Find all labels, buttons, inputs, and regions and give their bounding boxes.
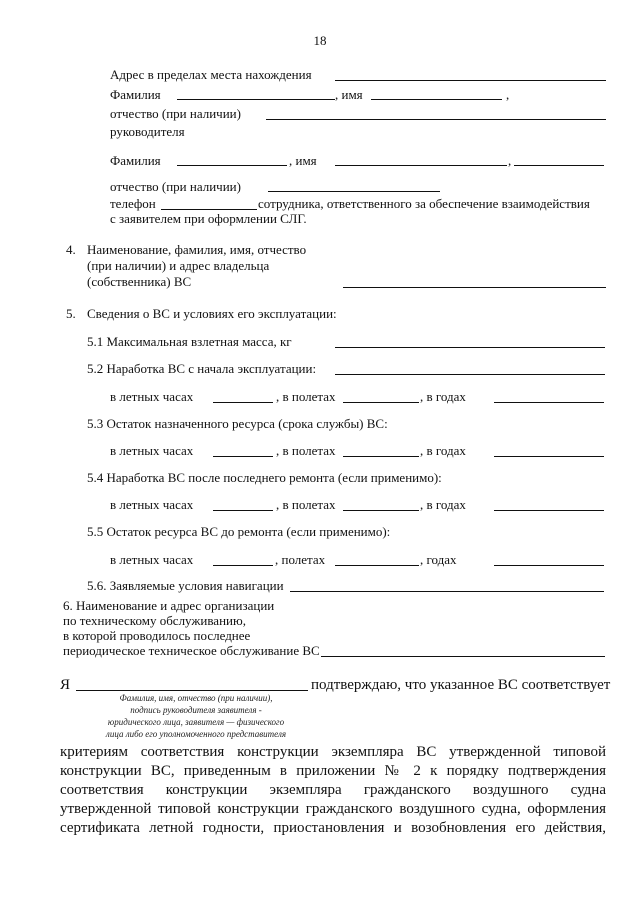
hours-field[interactable] [213,402,273,403]
flights-label: , в полетах [276,443,336,458]
surname-label: Фамилия [110,87,161,102]
section4-line2: (при наличии) и адрес владельца [87,258,270,273]
signature-note-3: юридического лица, заявителя — физического [107,717,285,727]
hours-field[interactable] [213,456,273,457]
navigation-conditions-field[interactable] [290,591,604,592]
hours-field[interactable] [213,565,273,566]
phone-description-cont: с заявителем при оформлении СЛГ. [110,211,307,226]
phone-description: сотрудника, ответственного за обеспечение взаимодействия [258,196,590,211]
manager-patronymic-label: отчество (при наличии) [110,179,241,194]
since-repair-label: 5.4 Наработка ВС после последнего ремонта (если применимо): [87,470,442,485]
declaration-ya: Я [60,677,71,693]
flights-label: , в полетах [276,497,336,512]
surname-field[interactable] [177,99,335,100]
remaining-life-label: 5.3 Остаток назначенного ресурса (срока службы) ВС: [87,416,388,431]
hours-field[interactable] [213,510,273,511]
manager-name-field[interactable] [335,165,507,166]
years-field[interactable] [494,510,604,511]
flights-field[interactable] [343,402,419,403]
hours-label: в летных часах [110,552,194,567]
flights-label: , в полетах [276,389,336,404]
manager-name-label: , имя [289,153,317,168]
section5-title: Сведения о ВС и условиях его эксплуатации: [87,306,337,321]
declaration-paragraph-line: критериям соответствия конструкции экземпляра ВС утвержденной типовой [60,744,606,760]
address-label: Адрес в пределах места нахождения [110,67,312,82]
section6-line3: в которой проводилось последнее [63,628,251,643]
hours-label: в летных часах [110,497,194,512]
declarant-signature-field[interactable] [76,690,308,691]
name-field[interactable] [371,99,502,100]
maintenance-org-field[interactable] [321,656,605,657]
page-number: 18 [313,33,327,48]
comma: , [508,153,512,168]
flights-label: , полетах [275,552,326,567]
patronymic-label: отчество (при наличии) [110,106,241,121]
navigation-conditions-label: 5.6. Заявляемые условия навигации [87,578,284,593]
manager-label: руководителя [110,124,185,139]
manager-surname-field[interactable] [177,165,287,166]
flights-field[interactable] [343,510,419,511]
declaration-confirm: подтверждаю, что указанное ВС соответствует [311,677,611,693]
declaration-paragraph-line: утвержденной типовой конструкции гражданского воздушного судна, оформления [60,801,606,817]
signature-note-1: Фамилия, имя, отчество (при наличии), [119,693,273,703]
address-field[interactable] [335,80,606,81]
patronymic-field[interactable] [266,119,606,120]
declaration-paragraph-line: соответствия конструкции экземпляра гражданского воздушного судна [60,782,606,798]
max-takeoff-mass-label: 5.1 Максимальная взлетная масса, кг [87,334,292,349]
section6-line2: по техническому обслуживанию, [63,613,246,628]
hours-label: в летных часах [110,389,194,404]
owner-field[interactable] [343,287,606,288]
comma: , [506,87,510,102]
years-field[interactable] [494,565,604,566]
section4-line3: (собственника) ВС [87,274,192,289]
declaration-paragraph-line: сертификата летной годности, приостановления и возобновления его действия, [60,820,606,836]
phone-label: телефон [110,196,156,211]
operating-time-label: 5.2 Наработка ВС с начала эксплуатации: [87,361,317,376]
signature-note-4: лица либо его уполномоченного представителя [105,729,287,739]
hours-label: в летных часах [110,443,194,458]
section6-line1: 6. Наименование и адрес организации [63,598,275,613]
flights-field[interactable] [343,456,419,457]
operating-time-field[interactable] [335,374,605,375]
years-label: , в годах [420,443,466,458]
section4-line1: Наименование, фамилия, имя, отчество [87,242,307,257]
years-label: , в годах [420,389,466,404]
years-field[interactable] [494,402,604,403]
max-takeoff-mass-field[interactable] [335,347,605,348]
section4-number: 4. [66,242,76,257]
declaration-paragraph-line: конструкции ВС, приведенным в приложении № 2 к порядку подтверждения [60,763,606,779]
phone-field[interactable] [161,209,257,210]
years-label: , в годах [420,497,466,512]
flights-field[interactable] [335,565,419,566]
section5-number: 5. [66,306,76,321]
name-label: , имя [335,87,363,102]
manager-extra-field[interactable] [514,165,604,166]
signature-note-2: подпись руководителя заявителя - [130,705,262,715]
section6-line4: периодическое техническое обслуживание ВС [63,643,320,658]
resource-to-repair-label: 5.5 Остаток ресурса ВС до ремонта (если применимо): [87,524,391,539]
years-label: , годах [420,552,457,567]
manager-patronymic-field[interactable] [268,191,440,192]
years-field[interactable] [494,456,604,457]
manager-surname-label: Фамилия [110,153,161,168]
